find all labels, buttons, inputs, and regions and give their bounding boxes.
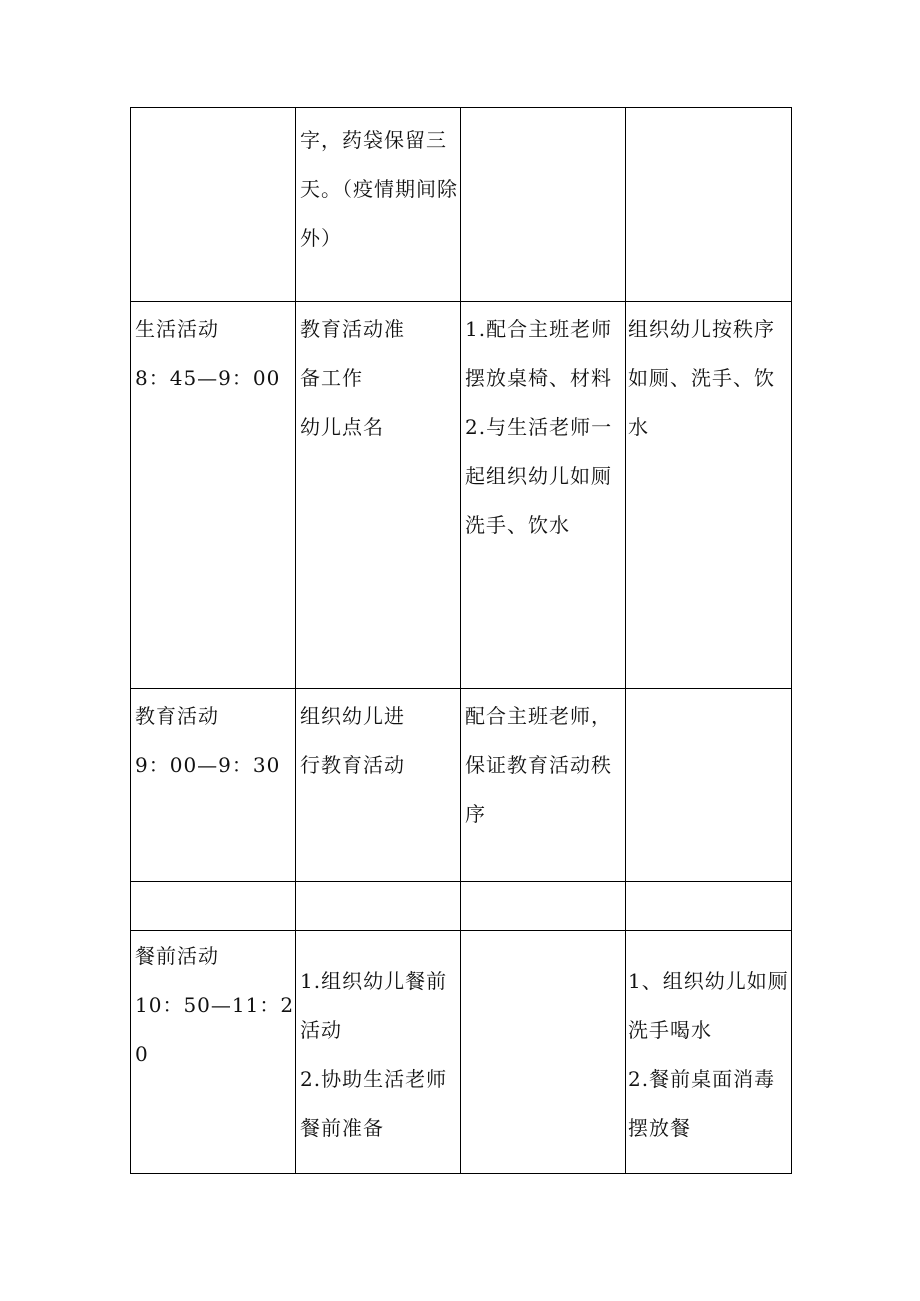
table-cell: 组织幼儿进 行教育活动 [296, 689, 461, 882]
table-row [131, 302, 792, 689]
table-cell-time-slot: 教育活动 9：00—9：30 [131, 689, 296, 882]
table-cell: 1.组织幼儿餐前活动 2.协助生活老师餐前准备 [296, 931, 461, 1174]
table-row [131, 689, 792, 882]
table-cell-time-slot: 生活活动 8：45—9：00 [131, 302, 296, 689]
table-cell [626, 108, 792, 302]
table-cell: 1、组织幼儿如厕洗手喝水 2.餐前桌面消毒摆放餐 [626, 931, 792, 1174]
table-cell [626, 689, 792, 882]
table-row [131, 931, 792, 1174]
table-cell: 组织幼儿按秩序如厕、洗手、饮水 [626, 302, 792, 689]
table-cell: 字，药袋保留三天。（疫情期间除外） [296, 108, 461, 302]
table-cell [461, 931, 626, 1174]
table-cell: 配合主班老师，保证教育活动秩序 [461, 689, 626, 882]
table-cell [626, 882, 792, 931]
table-cell [461, 882, 626, 931]
table-cell: 1.配合主班老师摆放桌椅、材料 2.与生活老师一起组织幼儿如厕洗手、饮水 [461, 302, 626, 689]
table-row [131, 108, 792, 302]
table-cell: 教育活动准 备工作 幼儿点名 [296, 302, 461, 689]
table-cell [461, 108, 626, 302]
table-cell-time-slot: 餐前活动 10：50—11：20 [131, 931, 296, 1174]
table-cell [131, 108, 296, 302]
table-row [131, 882, 792, 931]
table-cell [296, 882, 461, 931]
daily-schedule-table [130, 107, 792, 1174]
table-cell [131, 882, 296, 931]
